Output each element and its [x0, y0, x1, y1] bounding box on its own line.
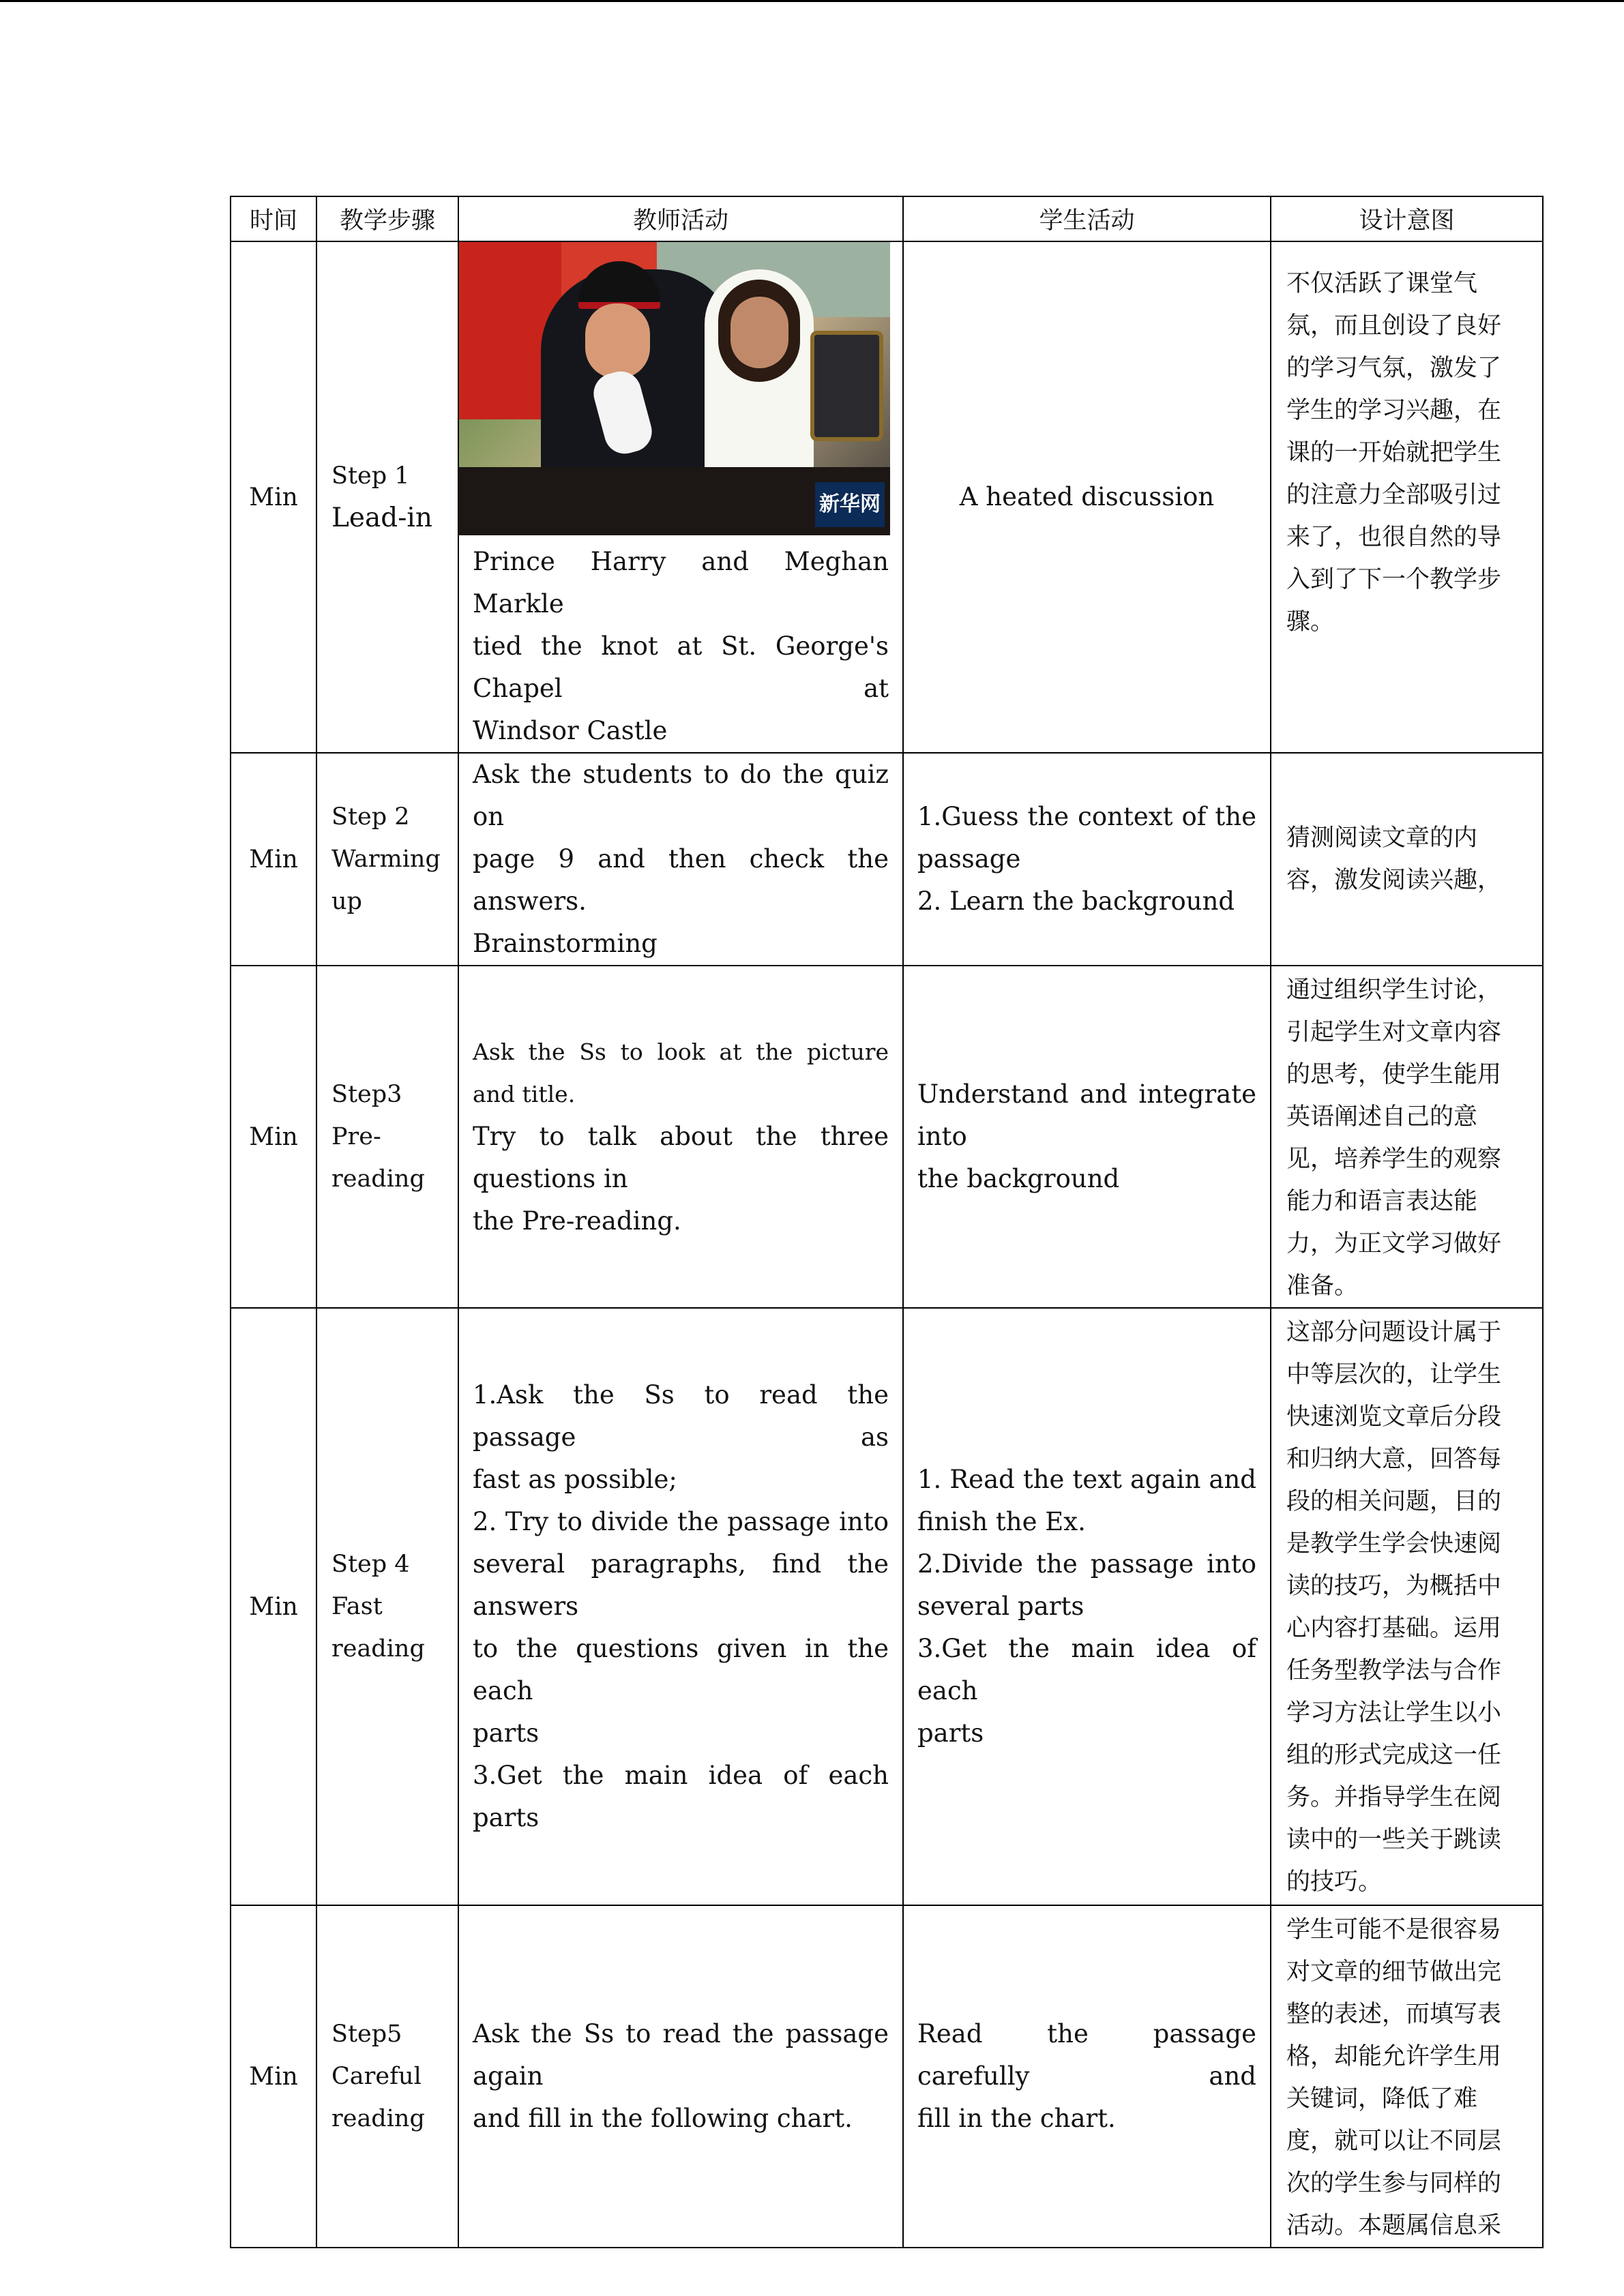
step-number: Step3	[331, 1081, 402, 1108]
student-line: A heated discussion	[959, 482, 1215, 511]
teacher-line: 2. Try to divide the passage into	[473, 1507, 889, 1536]
step-title: reading	[331, 1165, 425, 1193]
header-time: 时间	[231, 196, 316, 241]
design-line: 来了，也很自然的导	[1286, 524, 1502, 551]
teacher-cell	[458, 753, 903, 966]
photo-caption-line: tied the knot at St. George's Chapel at	[473, 631, 889, 703]
wedding-photo	[459, 242, 890, 535]
design-line: 关键词，降低了难	[1286, 2085, 1478, 2113]
student-line: 1.Guess the context of the	[917, 802, 1256, 831]
design-line: 的思考，使学生能用	[1286, 1061, 1502, 1088]
teacher-line: Try to talk about the three questions in	[473, 1122, 889, 1193]
design-line: 对文章的细节做出完	[1286, 1958, 1502, 1986]
student-line: 3.Get the main idea of each	[917, 1634, 1256, 1705]
design-line: 读中的一些关于跳读	[1286, 1826, 1502, 1853]
teacher-line: several paragraphs, find the answers	[473, 1549, 889, 1621]
design-line: 是教学生学会快速阅	[1286, 1530, 1502, 1557]
design-line: 整的表述，而填写表	[1286, 2001, 1502, 2028]
teacher-line: parts	[473, 1718, 540, 1748]
header-teacher: 教师活动	[458, 196, 903, 241]
step-cell	[316, 753, 458, 966]
step-number: Step 2	[331, 803, 410, 831]
design-line: 的技巧。	[1286, 1868, 1383, 1896]
design-cell	[1271, 753, 1543, 966]
lesson-plan-table	[230, 196, 1544, 2248]
step-title: reading	[331, 2105, 425, 2132]
design-line: 课的一开始就把学生	[1286, 439, 1502, 466]
design-line: 引起学生对文章内容	[1286, 1019, 1502, 1046]
student-line: 2.Divide the passage into	[917, 1549, 1256, 1579]
photo-caption-line: Prince Harry and Meghan Markle	[473, 547, 889, 618]
student-cell	[903, 753, 1271, 966]
teacher-line: 1.Ask the Ss to read the passage as	[473, 1380, 889, 1452]
table-row	[231, 1905, 1543, 2248]
teacher-line: Ask the Ss to read the passage again	[473, 2019, 889, 2091]
time-cell: Min	[231, 1905, 316, 2248]
student-line: parts	[917, 1718, 984, 1748]
design-line: 段的相关问题，目的	[1286, 1488, 1502, 1515]
design-line: 猜测阅读文章的内	[1286, 824, 1478, 852]
teacher-line: the Pre-reading.	[473, 1206, 681, 1236]
design-line: 骤。	[1286, 608, 1335, 636]
header-design: 设计意图	[1271, 196, 1543, 241]
photo-caption-line: Windsor Castle	[473, 716, 668, 745]
student-line: Read the passage carefully and	[917, 2019, 1256, 2091]
teacher-line: to the questions given in the each	[473, 1634, 889, 1705]
design-line: 准备。	[1286, 1272, 1359, 1300]
step-title: up	[331, 888, 362, 915]
design-line: 和归纳大意，回答每	[1286, 1446, 1502, 1473]
student-line: 1. Read the text again and	[917, 1465, 1256, 1494]
student-line: finish the Ex.	[917, 1507, 1086, 1536]
design-line: 务。并指导学生在阅	[1286, 1784, 1502, 1811]
step-title: reading	[331, 1635, 425, 1663]
student-line: Understand and integrate into	[917, 1079, 1256, 1151]
design-line: 学习方法让学生以小	[1286, 1699, 1502, 1727]
step-cell	[316, 1308, 458, 1905]
step-title: Warming	[331, 846, 441, 873]
step-cell	[316, 1905, 458, 2248]
teacher-line: fast as possible;	[473, 1465, 677, 1494]
design-cell	[1271, 1308, 1543, 1905]
design-cell	[1271, 966, 1543, 1308]
design-line: 的学习气氛，激发了	[1286, 355, 1502, 382]
design-line: 学生可能不是很容易	[1286, 1916, 1502, 1943]
header-student: 学生活动	[903, 196, 1271, 241]
step-title: Fast	[331, 1593, 383, 1620]
teacher-cell	[458, 1905, 903, 2248]
design-line: 读的技巧，为概括中	[1286, 1572, 1502, 1600]
teacher-cell	[458, 241, 903, 753]
student-line: 2. Learn the background	[917, 886, 1235, 916]
student-cell	[903, 1905, 1271, 2248]
design-line: 度，就可以让不同层	[1286, 2128, 1502, 2155]
teacher-line: and fill in the following chart.	[473, 2104, 853, 2133]
table-row	[231, 753, 1543, 966]
design-line: 容，激发阅读兴趣，	[1286, 867, 1502, 894]
design-line: 氛，而且创设了良好	[1286, 312, 1502, 340]
step-cell	[316, 241, 458, 753]
time-cell: Min	[231, 966, 316, 1308]
teacher-line: Ask the Ss to look at the picture and title.	[473, 1039, 889, 1107]
design-line: 次的学生参与同样的	[1286, 2170, 1502, 2197]
step-cell	[316, 966, 458, 1308]
design-line: 任务型教学法与合作	[1286, 1657, 1502, 1684]
student-cell	[903, 241, 1271, 753]
top-rule	[0, 0, 1624, 2]
table-row	[231, 1308, 1543, 1905]
design-line: 不仅活跃了课堂气	[1286, 270, 1478, 297]
time-cell: Min	[231, 1308, 316, 1905]
student-line: the background	[917, 1164, 1120, 1193]
teacher-cell	[458, 966, 903, 1308]
photo-watermark: 新华网	[815, 482, 885, 527]
student-line: passage	[917, 844, 1021, 874]
table-row	[231, 966, 1543, 1308]
design-line: 力，为正文学习做好	[1286, 1230, 1502, 1257]
design-line: 能力和语言表达能	[1286, 1188, 1478, 1215]
table-row	[231, 241, 1543, 753]
design-line: 心内容打基础。运用	[1286, 1615, 1502, 1642]
design-line: 英语阐述自己的意	[1286, 1103, 1478, 1131]
step-number: Step5	[331, 2021, 402, 2048]
step-number: Step 4	[331, 1551, 410, 1578]
step-title: Careful	[331, 2063, 422, 2090]
design-line: 见，培养学生的观察	[1286, 1146, 1502, 1173]
design-line: 快速浏览文章后分段	[1286, 1403, 1502, 1431]
step-title: Lead-in	[331, 503, 432, 533]
student-cell	[903, 1308, 1271, 1905]
design-line: 的注意力全部吸引过	[1286, 481, 1502, 509]
step-title: Pre-	[331, 1123, 381, 1150]
design-line: 格，却能允许学生用	[1286, 2043, 1502, 2070]
design-line: 通过组织学生讨论，	[1286, 976, 1502, 1004]
teacher-line: page 9 and then check the answers.	[473, 844, 889, 916]
design-line: 活动。本题属信息采	[1286, 2212, 1502, 2239]
step-number: Step 1	[331, 462, 410, 490]
teacher-cell	[458, 1308, 903, 1905]
student-line: several parts	[917, 1592, 1084, 1621]
design-line: 中等层次的，让学生	[1286, 1361, 1502, 1388]
student-line: fill in the chart.	[917, 2104, 1116, 2133]
time-cell: Min	[231, 241, 316, 753]
time-cell: Min	[231, 753, 316, 966]
design-cell	[1271, 1905, 1543, 2248]
teacher-line: 3.Get the main idea of each parts	[473, 1761, 889, 1832]
teacher-line: Ask the students to do the quiz on	[473, 760, 889, 831]
teacher-line: Brainstorming	[473, 929, 658, 958]
design-line: 这部分问题设计属于	[1286, 1319, 1502, 1346]
header-step: 教学步骤	[316, 196, 458, 241]
design-cell	[1271, 241, 1543, 753]
student-cell	[903, 966, 1271, 1308]
header-row	[231, 196, 1543, 241]
design-line: 学生的学习兴趣，在	[1286, 397, 1502, 424]
design-line: 组的形式完成这一任	[1286, 1742, 1502, 1769]
design-line: 入到了下一个教学步	[1286, 566, 1502, 593]
